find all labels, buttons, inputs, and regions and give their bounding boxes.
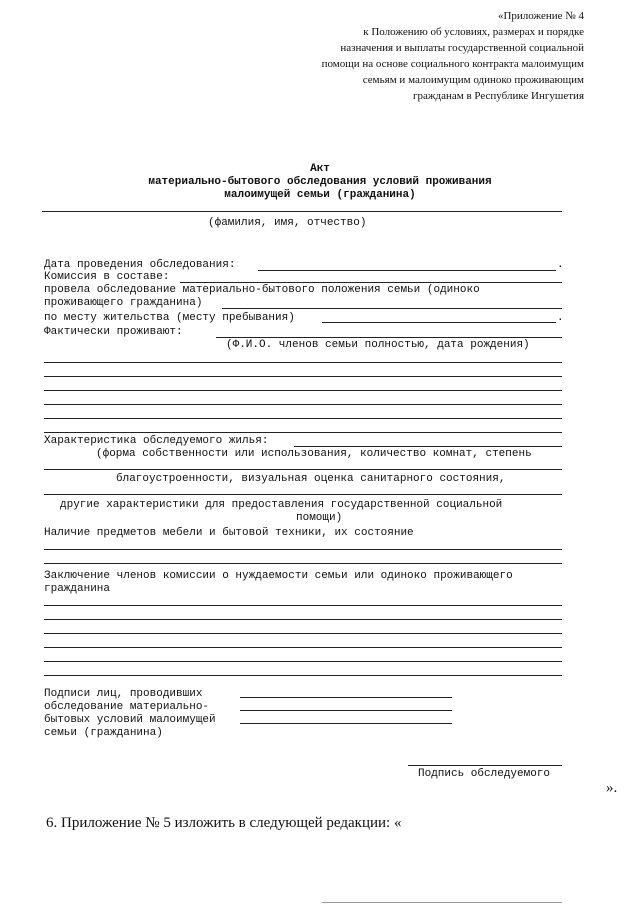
act-subtitle-1: материально-бытового обследования условий проживания: [148, 176, 492, 188]
members-line-6[interactable]: [44, 432, 562, 433]
conclusion-line-1[interactable]: [44, 605, 562, 606]
furniture-line-2[interactable]: [44, 563, 562, 564]
signatures-label-4: семьи (гражданина): [44, 727, 163, 739]
signatures-label-2: обследование материально-: [44, 701, 210, 713]
conclusion-text-2: гражданина: [44, 583, 111, 595]
date-label: Дата проведения обследования:: [44, 259, 236, 271]
conclusion-line-4[interactable]: [44, 647, 562, 648]
page-bottom-line: [322, 902, 562, 903]
housing-caption-2: благоустроенности, визуальная оценка санитарного состояния,: [116, 473, 506, 485]
act-title: Акт: [310, 163, 330, 175]
fio-caption: (фамилия, имя, отчество): [208, 217, 367, 229]
signature-line-1[interactable]: [240, 697, 452, 698]
survey-text-1: провела обследование материально-бытового положения семьи (одиноко: [44, 284, 480, 296]
annex-line-4: помощи на основе социального контракта малоимущим: [321, 58, 584, 70]
residence-label: по месту жительства (месту пребывания): [44, 312, 295, 324]
fio-field-line[interactable]: [42, 211, 562, 212]
conclusion-line-2[interactable]: [44, 619, 562, 620]
housing-caption-1: (форма собственности или использования, количество комнат, степень: [96, 448, 532, 460]
conclusion-line-3[interactable]: [44, 633, 562, 634]
annex-line-1: «Приложение № 4: [497, 10, 584, 22]
housing-field-line-3[interactable]: [44, 494, 562, 495]
surveyed-signature-caption: Подпись обследуемого: [418, 768, 551, 780]
survey-field-line[interactable]: [222, 308, 562, 309]
housing-label: Характеристика обследуемого жилья:: [44, 435, 269, 447]
actual-label: Фактически проживают:: [44, 326, 183, 338]
housing-field-line[interactable]: [294, 446, 562, 447]
furniture-line-1[interactable]: [44, 549, 562, 550]
item-6-text: 6. Приложение № 5 изложить в следующей редакции: «: [46, 815, 402, 831]
conclusion-line-6[interactable]: [44, 675, 562, 676]
housing-field-line-2[interactable]: [44, 469, 562, 470]
signature-line-3[interactable]: [240, 723, 452, 724]
actual-field-line[interactable]: [216, 337, 562, 338]
members-line-4[interactable]: [44, 404, 562, 405]
members-line-1[interactable]: [44, 362, 562, 363]
survey-text-2: проживающего гражданина): [44, 297, 203, 309]
members-line-3[interactable]: [44, 390, 562, 391]
conclusion-text-1: Заключение членов комиссии о нуждаемости семьи или одиноко проживающего: [44, 570, 513, 582]
signature-line-2[interactable]: [240, 710, 452, 711]
housing-caption-4: помощи): [296, 512, 343, 524]
annex-line-3: назначения и выплаты государственной социальной: [340, 42, 584, 54]
furniture-label: Наличие предметов мебели и бытовой техники, их состояние: [44, 527, 414, 539]
date-field-line[interactable]: [258, 270, 556, 271]
annex-line-2: к Положению об условиях, размерах и порядке: [363, 26, 584, 38]
residence-field-line[interactable]: [322, 322, 556, 323]
conclusion-line-5[interactable]: [44, 661, 562, 662]
signatures-label-3: бытовых условий малоимущей: [44, 714, 216, 726]
surveyed-signature-line[interactable]: [408, 765, 562, 766]
members-line-2[interactable]: [44, 376, 562, 377]
members-caption: (Ф.И.О. членов семьи полностью, дата рождения): [226, 339, 530, 351]
annex-line-5: семьям и малоимущим одиноко проживающим: [362, 74, 584, 86]
act-subtitle-2: малоимущей семьи (гражданина): [224, 189, 416, 201]
document-page: «Приложение № 4 к Положению об условиях, размерах и порядке назначения и выплаты государственной социальной помощи на основе социального контракта малоимущим семьям и малоимущим одиноко проживающим гражданам в Республике Ингушетия Акт материально-бытового обследования условий проживания малоимущей семьи (гражданина) (фамилия, имя, отчество) Дата проведения обследования: . Комиссия в составе: провела обследование материально-бытового положения семьи (одиноко проживающего гражданина) по месту жительства (месту пребывания) . Фактически проживают: (Ф.И.О. членов семьи полностью, дата рождения) Характеристика обследуемого жилья: (форма собственности или использования, количество комнат, степень благоустроенности, визуальная оценка санитарного состояния, другие характеристики для предоставления государственной социальной помощи) Наличие предметов мебели и бытовой техники, их состояние Заключение членов комиссии о нуждаемости семьи или одиноко проживающего гражданина Подписи лиц, проводивших обследование материально- бытовых условий малоимущей семьи (гражданина) Подпись обследуемого ». 6. Приложение № 5 изложить в следующей редакции: «: [0, 0, 640, 905]
annex-line-6: гражданам в Республике Ингушетия: [413, 90, 584, 102]
signatures-label-1: Подписи лиц, проводивших: [44, 688, 203, 700]
closing-quote: ».: [606, 780, 618, 796]
members-line-5[interactable]: [44, 418, 562, 419]
housing-caption-3: другие характеристики для предоставления государственной социальной: [60, 499, 503, 511]
commission-label: Комиссия в составе:: [44, 271, 170, 283]
commission-field-line[interactable]: [180, 282, 562, 283]
